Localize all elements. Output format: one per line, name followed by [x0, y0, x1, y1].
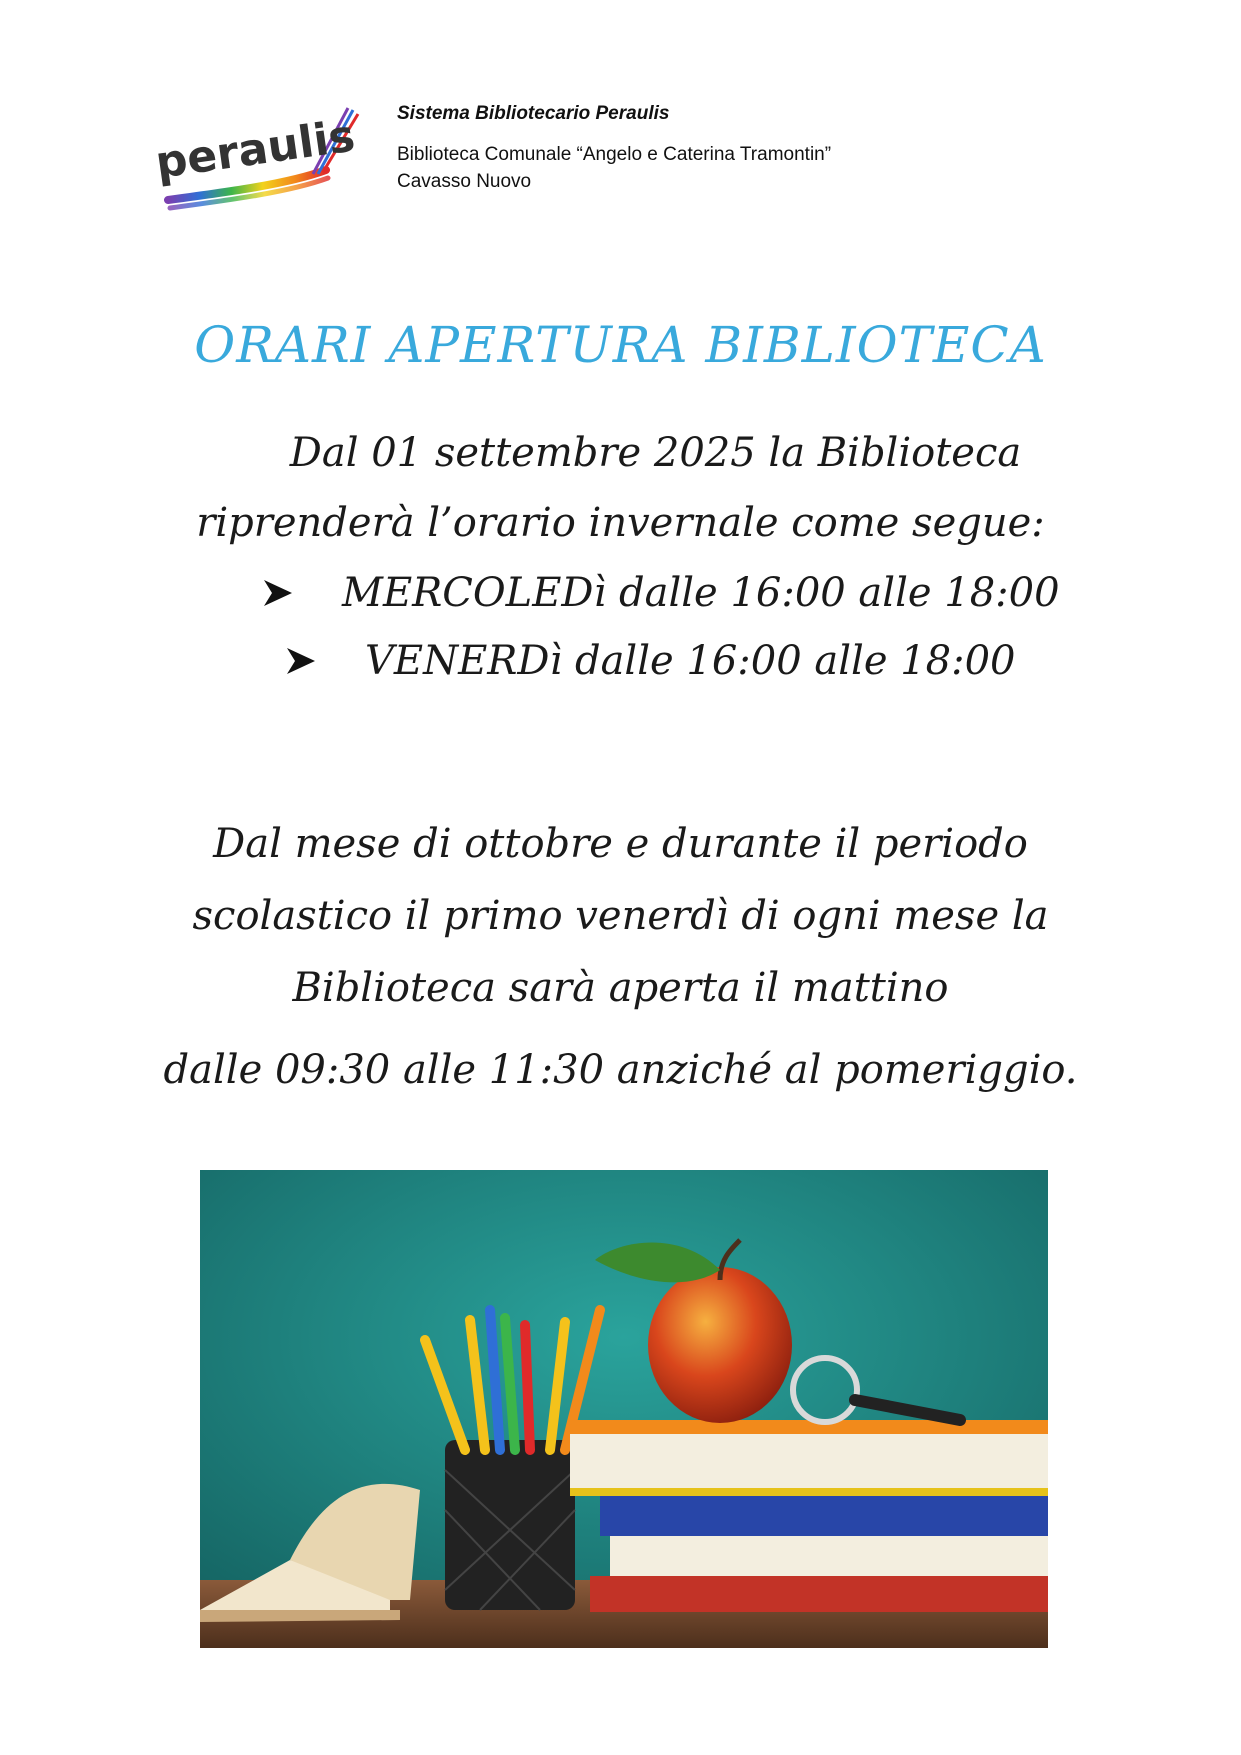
books-apple-photo: [200, 1170, 1048, 1648]
schedule-text: MERCOLEDì dalle 16:00 alle 18:00: [342, 570, 1060, 616]
schedule-item-wednesday: [262, 570, 1060, 616]
schedule-item-friday: [285, 638, 1016, 684]
header-info: [397, 100, 831, 195]
notice-line-1: Dal mese di ottobre e durante il periodo: [213, 821, 1028, 867]
intro-line-2: riprenderà l’orario invernale come segue:: [196, 500, 1045, 546]
notice-line-2: scolastico il primo venerdì di ogni mese la: [192, 893, 1049, 939]
intro-line-1: Dal 01 settembre 2025 la Biblioteca: [289, 430, 1022, 476]
arrow-bullet-icon: [285, 646, 317, 676]
notice-line-4: dalle 09:30 alle 11:30 anziché al pomeriggio.: [163, 1047, 1078, 1093]
notice-paragraph: [0, 808, 1241, 1106]
page-title: ORARI APERTURA BIBLIOTECA: [194, 316, 1047, 374]
notice-line-3: Biblioteca sarà aperta il mattino: [292, 965, 949, 1011]
system-name: Sistema Bibliotecario Peraulis: [397, 103, 670, 124]
arrow-bullet-icon: [262, 578, 294, 608]
library-name: Biblioteca Comunale “Angelo e Caterina Tramontin”: [397, 144, 832, 165]
svg-text:peraulis: peraulis: [152, 110, 358, 189]
intro-paragraph: [0, 418, 1241, 558]
town-name: Cavasso Nuovo: [397, 171, 532, 192]
schedule-text: VENERDì dalle 16:00 alle 18:00: [365, 638, 1016, 684]
peraulis-logo: [148, 104, 368, 214]
